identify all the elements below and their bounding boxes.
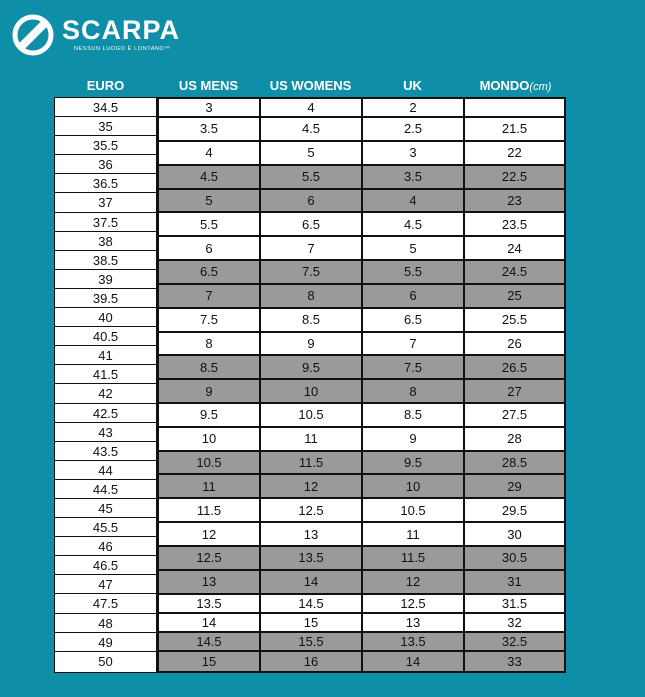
mondo-cell: 28: [465, 428, 564, 450]
euro-size-cell: 41.5: [55, 365, 156, 384]
mondo-cell: 24: [465, 237, 564, 259]
euro-size-cell: 40: [55, 308, 156, 327]
us-mens-cell: 3.5: [159, 118, 261, 140]
size-row: [159, 633, 564, 652]
euro-size-column: [54, 97, 157, 673]
us-mens-cell: 13: [159, 571, 261, 593]
uk-cell: 12: [363, 571, 465, 593]
size-row: [159, 213, 564, 237]
uk-cell: 4: [363, 190, 465, 212]
uk-cell: 7.5: [363, 356, 465, 378]
mondo-cell: 32: [465, 614, 564, 631]
uk-cell: 2.5: [363, 118, 465, 140]
size-row: [159, 237, 564, 261]
header-us-mens: US MENS: [178, 78, 239, 93]
us-womens-cell: 6.5: [261, 213, 363, 235]
mondo-cell: 24.5: [465, 261, 564, 283]
uk-cell: 9.5: [363, 452, 465, 474]
us-mens-cell: 9: [159, 380, 261, 402]
header-uk: UK: [403, 78, 422, 93]
euro-size-cell: 49: [55, 633, 156, 652]
euro-size-cell: 34.5: [55, 98, 156, 117]
euro-size-cell: 42: [55, 384, 156, 403]
size-row: [159, 475, 564, 499]
size-row: [159, 261, 564, 285]
euro-size-cell: 43.5: [55, 442, 156, 461]
us-womens-cell: 5: [261, 142, 363, 164]
brand-name: SCARPA: [62, 15, 181, 45]
us-mens-cell: 11: [159, 475, 261, 497]
us-womens-cell: 11.5: [261, 452, 363, 474]
us-womens-cell: 16: [261, 652, 363, 671]
mondo-cell: 26.5: [465, 356, 564, 378]
mondo-cell: 26: [465, 333, 564, 355]
euro-size-cell: 37.5: [55, 213, 156, 232]
size-conversion-grid: [157, 97, 566, 673]
euro-size-cell: 38: [55, 232, 156, 251]
us-mens-cell: 5: [159, 190, 261, 212]
euro-size-cell: 42.5: [55, 404, 156, 423]
euro-size-cell: 36.5: [55, 174, 156, 193]
size-row: [159, 285, 564, 309]
us-womens-cell: 10: [261, 380, 363, 402]
us-mens-cell: 8: [159, 333, 261, 355]
uk-cell: 4.5: [363, 213, 465, 235]
us-womens-cell: 4.5: [261, 118, 363, 140]
euro-size-cell: 46: [55, 537, 156, 556]
us-mens-cell: 10.5: [159, 452, 261, 474]
us-womens-cell: 14: [261, 571, 363, 593]
mondo-cell: 25: [465, 285, 564, 307]
us-mens-cell: 11.5: [159, 499, 261, 521]
uk-cell: 8.5: [363, 404, 465, 426]
us-mens-cell: 4.5: [159, 166, 261, 188]
uk-cell: 10: [363, 475, 465, 497]
us-womens-cell: 13.5: [261, 547, 363, 569]
us-mens-cell: 6: [159, 237, 261, 259]
size-row: [159, 309, 564, 333]
size-row: [159, 452, 564, 476]
euro-size-cell: 35: [55, 117, 156, 136]
header-us-womens: US WOMENS: [269, 78, 352, 93]
scarpa-logo-icon: [12, 14, 56, 58]
uk-cell: 11.5: [363, 547, 465, 569]
uk-cell: 8: [363, 380, 465, 402]
size-row: [159, 547, 564, 571]
uk-cell: 2: [363, 99, 465, 116]
mondo-cell: 29.5: [465, 499, 564, 521]
us-mens-cell: 5.5: [159, 213, 261, 235]
mondo-cell: 23.5: [465, 213, 564, 235]
mondo-cell: 27.5: [465, 404, 564, 426]
euro-size-cell: 41: [55, 346, 156, 365]
us-womens-cell: 11: [261, 428, 363, 450]
size-row: [159, 99, 564, 118]
mondo-cell: 30: [465, 523, 564, 545]
euro-size-cell: 45: [55, 499, 156, 518]
us-womens-cell: 13: [261, 523, 363, 545]
size-row: [159, 652, 564, 671]
size-row: [159, 523, 564, 547]
uk-cell: 5.5: [363, 261, 465, 283]
us-mens-cell: 7.5: [159, 309, 261, 331]
mondo-cell: 33: [465, 652, 564, 671]
us-mens-cell: 8.5: [159, 356, 261, 378]
size-row: [159, 356, 564, 380]
us-mens-cell: 14: [159, 614, 261, 631]
size-row: [159, 571, 564, 595]
euro-size-cell: 39.5: [55, 289, 156, 308]
uk-cell: 6.5: [363, 309, 465, 331]
euro-size-cell: 36: [55, 155, 156, 174]
euro-size-cell: 38.5: [55, 251, 156, 270]
uk-cell: 13: [363, 614, 465, 631]
size-row: [159, 118, 564, 142]
uk-cell: 10.5: [363, 499, 465, 521]
size-row: [159, 142, 564, 166]
header-mondo: [464, 78, 567, 94]
size-row: [159, 333, 564, 357]
euro-size-cell: 47.5: [55, 594, 156, 613]
us-womens-cell: 12.5: [261, 499, 363, 521]
us-womens-cell: 8: [261, 285, 363, 307]
us-mens-cell: 9.5: [159, 404, 261, 426]
mondo-cell: 31.5: [465, 595, 564, 612]
euro-size-cell: 43: [55, 423, 156, 442]
us-mens-cell: 7: [159, 285, 261, 307]
mondo-cell: 22.5: [465, 166, 564, 188]
us-womens-cell: 9.5: [261, 356, 363, 378]
brand-tagline: NESSUN LUOGO È LONTANO™: [74, 46, 171, 52]
us-mens-cell: 13.5: [159, 595, 261, 612]
euro-size-cell: 50: [98, 653, 113, 669]
us-womens-cell: 15: [261, 614, 363, 631]
us-mens-cell: 3: [159, 99, 261, 116]
mondo-cell: 23: [465, 190, 564, 212]
size-row: [159, 595, 564, 614]
mondo-cell: 30.5: [465, 547, 564, 569]
us-mens-cell: 6.5: [159, 261, 261, 283]
us-womens-cell: 10.5: [261, 404, 363, 426]
mondo-cell: 25.5: [465, 309, 564, 331]
us-womens-cell: 6: [261, 190, 363, 212]
uk-cell: 7: [363, 333, 465, 355]
euro-size-cell: 46.5: [55, 556, 156, 575]
mondo-cell: 27: [465, 380, 564, 402]
us-mens-cell: 10: [159, 428, 261, 450]
us-womens-cell: 4: [261, 99, 363, 116]
mondo-cell: 31: [465, 571, 564, 593]
header-mondo-unit: (cm): [529, 81, 552, 93]
uk-cell: 3.5: [363, 166, 465, 188]
uk-cell: 9: [363, 428, 465, 450]
euro-size-cell: 47: [55, 575, 156, 594]
euro-size-cell: 48: [55, 614, 156, 633]
euro-size-cell: 40.5: [55, 327, 156, 346]
mondo-cell: [465, 99, 564, 116]
uk-cell: 3: [363, 142, 465, 164]
size-row: [159, 428, 564, 452]
mondo-cell: 22: [465, 142, 564, 164]
us-womens-cell: 5.5: [261, 166, 363, 188]
uk-cell: 14: [363, 652, 465, 671]
euro-size-cell: 45.5: [55, 518, 156, 537]
us-womens-cell: 15.5: [261, 633, 363, 650]
euro-size-cell: 44.5: [55, 480, 156, 499]
mondo-cell: 21.5: [465, 118, 564, 140]
us-womens-cell: 7.5: [261, 261, 363, 283]
header-euro: EURO: [86, 78, 125, 93]
us-womens-cell: 9: [261, 333, 363, 355]
us-mens-cell: 12.5: [159, 547, 261, 569]
size-row: [159, 166, 564, 190]
us-mens-cell: 4: [159, 142, 261, 164]
euro-size-cell: 39: [55, 270, 156, 289]
scarpa-logo: [12, 14, 212, 58]
mondo-cell: 29: [465, 475, 564, 497]
us-mens-cell: 12: [159, 523, 261, 545]
us-mens-cell: 15: [159, 652, 261, 671]
mondo-cell: 28.5: [465, 452, 564, 474]
uk-cell: 11: [363, 523, 465, 545]
us-womens-cell: 14.5: [261, 595, 363, 612]
us-mens-cell: 14.5: [159, 633, 261, 650]
size-row: [159, 404, 564, 428]
size-row: [159, 499, 564, 523]
mondo-cell: 32.5: [465, 633, 564, 650]
euro-size-cell: 35.5: [55, 136, 156, 155]
euro-size-cell: 44: [55, 461, 156, 480]
us-womens-cell: 8.5: [261, 309, 363, 331]
size-row: [159, 614, 564, 633]
uk-cell: 13.5: [363, 633, 465, 650]
size-row: [159, 190, 564, 214]
uk-cell: 6: [363, 285, 465, 307]
uk-cell: 12.5: [363, 595, 465, 612]
euro-size-cell: 37: [55, 193, 156, 212]
header-mondo-label: MONDO: [479, 78, 530, 93]
us-womens-cell: 12: [261, 475, 363, 497]
us-womens-cell: 7: [261, 237, 363, 259]
size-row: [159, 380, 564, 404]
uk-cell: 5: [363, 237, 465, 259]
